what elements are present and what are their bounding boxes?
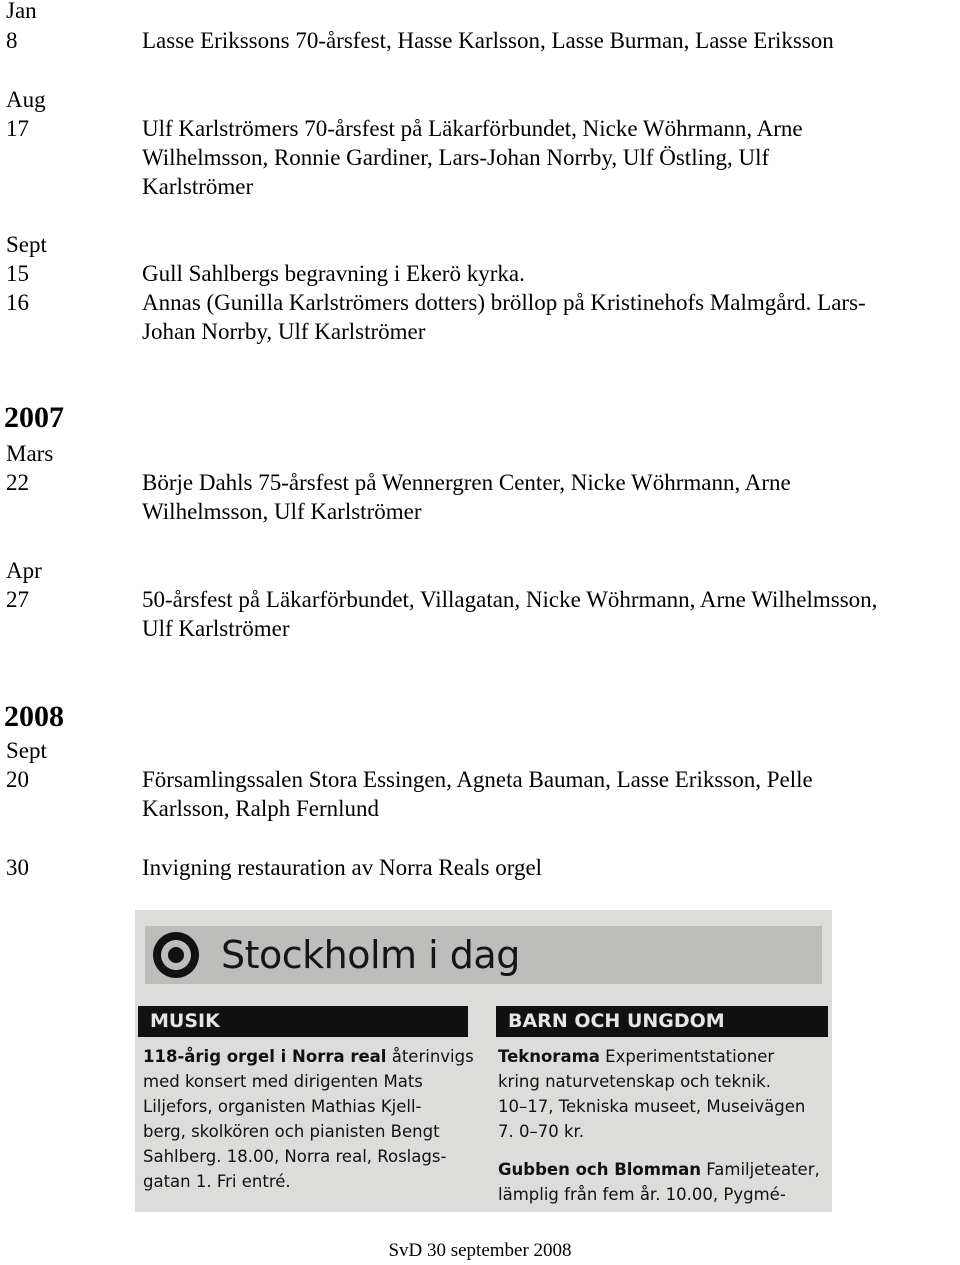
barn-line: Teknorama Experimentstationer <box>498 1047 775 1066</box>
entry-line: Wilhelmsson, Ronnie Gardiner, Lars-Johan Norrby, Ulf Östling, Ulf <box>142 145 770 170</box>
day-label: 16 <box>6 290 29 315</box>
musik-line: 118-årig orgel i Norra real återinvigs <box>143 1047 474 1066</box>
entry-line: Karlsson, Ralph Fernlund <box>142 796 380 821</box>
musik-line: med konsert med dirigenten Mats <box>143 1072 423 1091</box>
entry-line: Ulf Karlströmers 70-årsfest på Läkarförbundet, Nicke Wöhrmann, Arne <box>142 116 803 141</box>
clipping-header <box>145 926 822 984</box>
musik-line: Liljefors, organisten Mathias Kjell- <box>143 1097 422 1116</box>
target-logo-icon <box>153 932 199 978</box>
year-heading-2008: 2008 <box>4 700 64 733</box>
entry-line: 50-årsfest på Läkarförbundet, Villagatan, Nicke Wöhrmann, Arne Wilhelmsson, <box>142 587 878 612</box>
barn-line: lämplig från fem år. 10.00, Pygmé- <box>498 1185 786 1204</box>
month-sept-2008: Sept <box>6 738 47 763</box>
month-sept: Sept <box>6 232 47 257</box>
entry-line: Gull Sahlbergs begravning i Ekerö kyrka. <box>142 261 525 286</box>
month-mars: Mars <box>6 441 54 466</box>
entry-line: Wilhelmsson, Ulf Karlströmer <box>142 499 422 524</box>
day-label: 20 <box>6 767 29 792</box>
day-label: 30 <box>6 855 29 880</box>
newspaper-clipping <box>135 910 832 1212</box>
entry-line: Församlingssalen Stora Essingen, Agneta Bauman, Lasse Eriksson, Pelle <box>142 767 813 792</box>
entry-line: Lasse Erikssons 70-årsfest, Hasse Karlsson, Lasse Burman, Lasse Eriksson <box>142 28 834 53</box>
day-label: 22 <box>6 470 29 495</box>
musik-line: berg, skolkören och pianisten Bengt <box>143 1122 440 1141</box>
day-label: 8 <box>6 28 18 53</box>
musik-line: gatan 1. Fri entré. <box>143 1172 291 1191</box>
entry-line: Karlströmer <box>142 174 254 199</box>
day-label: 27 <box>6 587 29 612</box>
barn-line: Gubben och Blomman Familjeteater, <box>498 1160 820 1179</box>
month-apr: Apr <box>6 558 42 583</box>
barn-line: 7. 0–70 kr. <box>498 1122 585 1141</box>
day-label: 15 <box>6 261 29 286</box>
musik-heading: MUSIK <box>138 1006 468 1037</box>
day-label: 17 <box>6 116 29 141</box>
entry-line: Ulf Karlströmer <box>142 616 290 641</box>
year-heading-2007: 2007 <box>4 401 64 434</box>
entry-line: Börje Dahls 75-årsfest på Wennergren Center, Nicke Wöhrmann, Arne <box>142 470 791 495</box>
clipping-title: Stockholm i dag <box>221 933 520 977</box>
month-jan: Jan <box>6 0 37 23</box>
entry-line: Annas (Gunilla Karlströmers dotters) bröllop på Kristinehofs Malmgård. Lars- <box>142 290 866 315</box>
entry-line: Invigning restauration av Norra Reals orgel <box>142 855 543 880</box>
barn-line: kring naturvetenskap och teknik. <box>498 1072 771 1091</box>
entry-line: Johan Norrby, Ulf Karlströmer <box>142 319 426 344</box>
clipping-caption: SvD 30 september 2008 <box>388 1240 572 1261</box>
musik-line: Sahlberg. 18.00, Norra real, Roslags- <box>143 1147 447 1166</box>
barn-heading: BARN OCH UNGDOM <box>496 1006 828 1037</box>
barn-line: 10–17, Tekniska museet, Museivägen <box>498 1097 806 1116</box>
month-aug: Aug <box>6 87 46 112</box>
